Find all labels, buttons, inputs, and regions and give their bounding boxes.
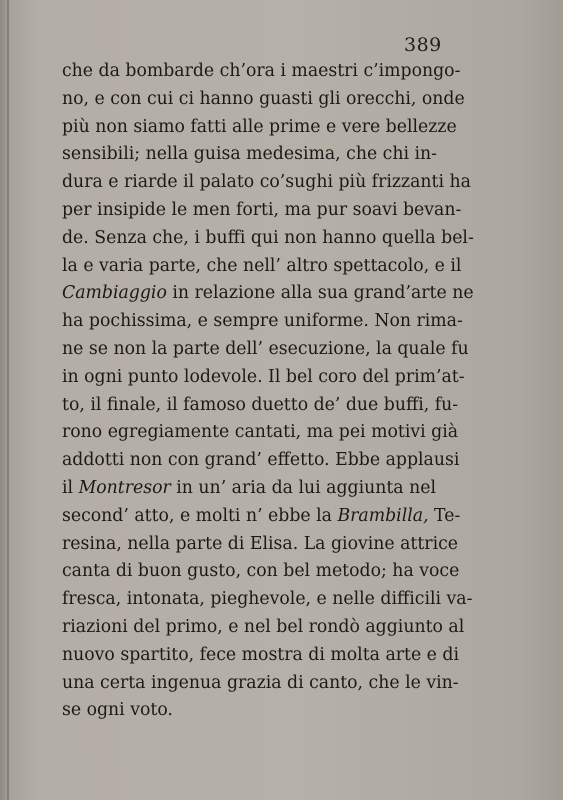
text-line bbox=[62, 225, 474, 253]
text-segment: la e varia parte, che nell’ altro spettacolo, e il bbox=[62, 255, 462, 276]
italic-name: Brambilla, bbox=[337, 505, 429, 526]
text-segment: de. Senza che, i buffi qui non hanno quella bel- bbox=[62, 227, 474, 248]
italic-name: Montresor bbox=[78, 477, 171, 498]
text-line bbox=[62, 531, 459, 559]
text-segment: fresca, intonata, pieghevole, e nelle difficili va- bbox=[62, 589, 473, 610]
italic-name: Cambiaggio bbox=[62, 283, 167, 304]
text-segment: una certa ingenua grazia di canto, che le vin- bbox=[62, 672, 459, 693]
text-line bbox=[62, 447, 460, 475]
text-line bbox=[62, 336, 469, 364]
text-segment: se ogni voto. bbox=[62, 700, 173, 721]
text-segment: in un’ aria da lui aggiunta nel bbox=[170, 477, 436, 498]
body-text bbox=[62, 58, 474, 725]
page-number: 389 bbox=[404, 34, 442, 56]
text-segment: to, il finale, il famoso duetto de’ due buffi, fu- bbox=[62, 394, 459, 415]
text-segment: sensibili; nella guisa medesima, che chi in- bbox=[62, 144, 437, 165]
text-line bbox=[62, 58, 461, 86]
text-segment: rono egregiamente cantati, ma pei motivi già bbox=[62, 422, 459, 443]
text-line bbox=[62, 670, 459, 698]
text-segment: nuovo spartito, fece mostra di molta arte e di bbox=[62, 644, 459, 665]
text-segment: ha pochissima, e sempre uniforme. Non rima- bbox=[62, 311, 463, 332]
text-segment: Te- bbox=[428, 505, 461, 526]
text-segment: il bbox=[62, 477, 79, 498]
text-segment: addotti non con grand’ effetto. Ebbe applausi bbox=[62, 450, 460, 471]
text-line bbox=[62, 697, 436, 725]
text-segment: second’ atto, e molti n’ ebbe la bbox=[62, 505, 338, 526]
text-segment: più non siamo fatti alle prime e vere bellezze bbox=[62, 116, 457, 137]
text-line bbox=[62, 475, 436, 503]
text-line bbox=[62, 280, 474, 308]
text-segment: canta di buon gusto, con bel metodo; ha voce bbox=[62, 561, 460, 582]
text-line bbox=[62, 197, 462, 225]
text-segment: in ogni punto lodevole. Il bel coro del prim’at- bbox=[62, 366, 465, 387]
text-line bbox=[62, 503, 461, 531]
text-line bbox=[62, 614, 465, 642]
text-line bbox=[62, 141, 436, 169]
text-segment: riazioni del primo, e nel bel rondò aggiunto al bbox=[62, 616, 465, 637]
text-line bbox=[62, 253, 462, 281]
text-segment: dura e riarde il palato co’sughi più frizzanti ha bbox=[62, 172, 471, 193]
text-segment: per insipide le men forti, ma pur soavi bevan- bbox=[62, 199, 462, 220]
text-line bbox=[62, 114, 457, 142]
text-line bbox=[62, 419, 459, 447]
text-segment: ne se non la parte dell’ esecuzione, la quale fu bbox=[62, 338, 469, 359]
text-line bbox=[62, 86, 465, 114]
text-line bbox=[62, 642, 459, 670]
text-segment: resina, nella parte di Elisa. La giovine attrice bbox=[62, 533, 459, 554]
text-line bbox=[62, 364, 465, 392]
text-line bbox=[62, 392, 459, 420]
text-line bbox=[62, 586, 473, 614]
page-binding-edge bbox=[7, 0, 9, 800]
text-line bbox=[62, 169, 471, 197]
text-line bbox=[62, 308, 463, 336]
text-segment: no, e con cui ci hanno guasti gli orecchi, onde bbox=[62, 88, 465, 109]
text-segment: in relazione alla sua grand’arte ne bbox=[166, 283, 474, 304]
text-segment: che da bombarde ch’ora i maestri c’impongo- bbox=[62, 61, 461, 81]
text-line bbox=[62, 558, 460, 586]
